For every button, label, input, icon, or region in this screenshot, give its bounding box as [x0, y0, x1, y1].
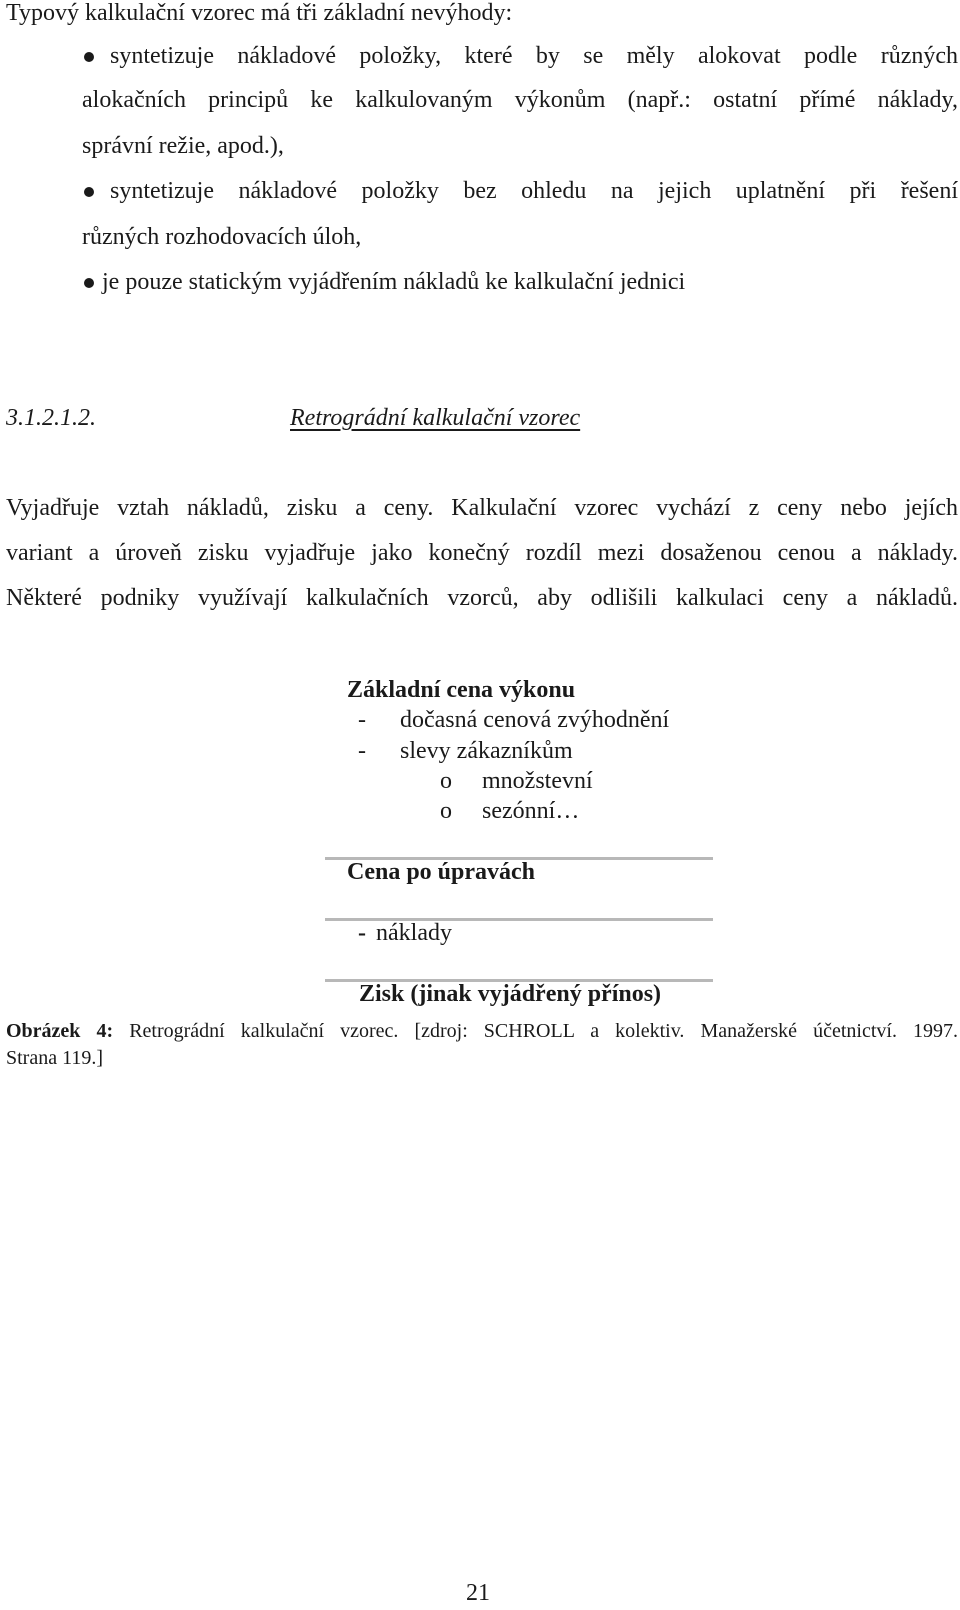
figure-caption-text: Retrográdní kalkulační vzorec. [zdroj: SCHROLL a kolektiv. Manažerské účetnictví. 1997. [129, 1020, 959, 1042]
figure-caption-label: Obrázek 4: [6, 1020, 114, 1042]
bullet-1-line-2: alokačních principů ke kalkulovaným výkonům (např.: ostatní přímé náklady, [82, 87, 958, 113]
item-2-label: slevy zákazníkům [400, 738, 573, 764]
profit-label: Zisk (jinak vyjádřený přínos) [359, 981, 662, 1007]
figure-caption-line-1 [6, 1018, 958, 1044]
bullet-1-line-3: správní režie, apod.), [82, 133, 284, 159]
figure-caption-line-2: Strana 119.] [6, 1047, 104, 1069]
sub-1-marker: o [440, 768, 452, 794]
bullet-2-line-2: různých rozhodovacích úloh, [82, 224, 362, 250]
bullet-dot-1 [84, 52, 94, 62]
bullet-2-line-1: syntetizuje nákladové položky bez ohledu na jejich uplatnění při řešení [110, 178, 958, 204]
item-1-label: dočasná cenová zvýhodnění [400, 707, 670, 733]
item-2-dash: - [358, 738, 366, 764]
item-1-dash: - [358, 707, 366, 733]
sub-1-label: množstevní [482, 768, 593, 794]
costs-label: náklady [376, 920, 452, 946]
bullet-1-line-1: syntetizuje nákladové položky, které by se měly alokovat podle různých [110, 43, 958, 69]
sub-2-marker: o [440, 798, 452, 824]
section-number: 3.1.2.1.2. [6, 405, 96, 431]
base-price-label: Základní cena výkonu [347, 677, 576, 703]
paragraph-line-3: Některé podniky využívají kalkulačních vzorců, aby odlišili kalkulaci ceny a nákladů. [6, 585, 958, 611]
section-title: Retrográdní kalkulační vzorec [290, 405, 581, 431]
bullet-3-line-1: je pouze statickým vyjádřením nákladů ke kalkulační jednici [102, 269, 686, 295]
paragraph-line-1: Vyjadřuje vztah nákladů, zisku a ceny. Kalkulační vzorec vychází z ceny nebo jejích [6, 495, 958, 521]
intro-text: Typový kalkulační vzorec má tři základní nevýhody: [6, 0, 513, 26]
paragraph-line-2: variant a úroveň zisku vyjadřuje jako konečný rozdíl mezi dosaženou cenou a náklady. [6, 540, 958, 566]
page-number: 21 [466, 1580, 490, 1606]
adjusted-price-label: Cena po úpravách [347, 859, 536, 885]
bullet-dot-3 [84, 278, 94, 288]
bullet-dot-2 [84, 187, 94, 197]
sub-2-label: sezónní… [482, 798, 580, 824]
costs-dash: - [358, 920, 366, 946]
